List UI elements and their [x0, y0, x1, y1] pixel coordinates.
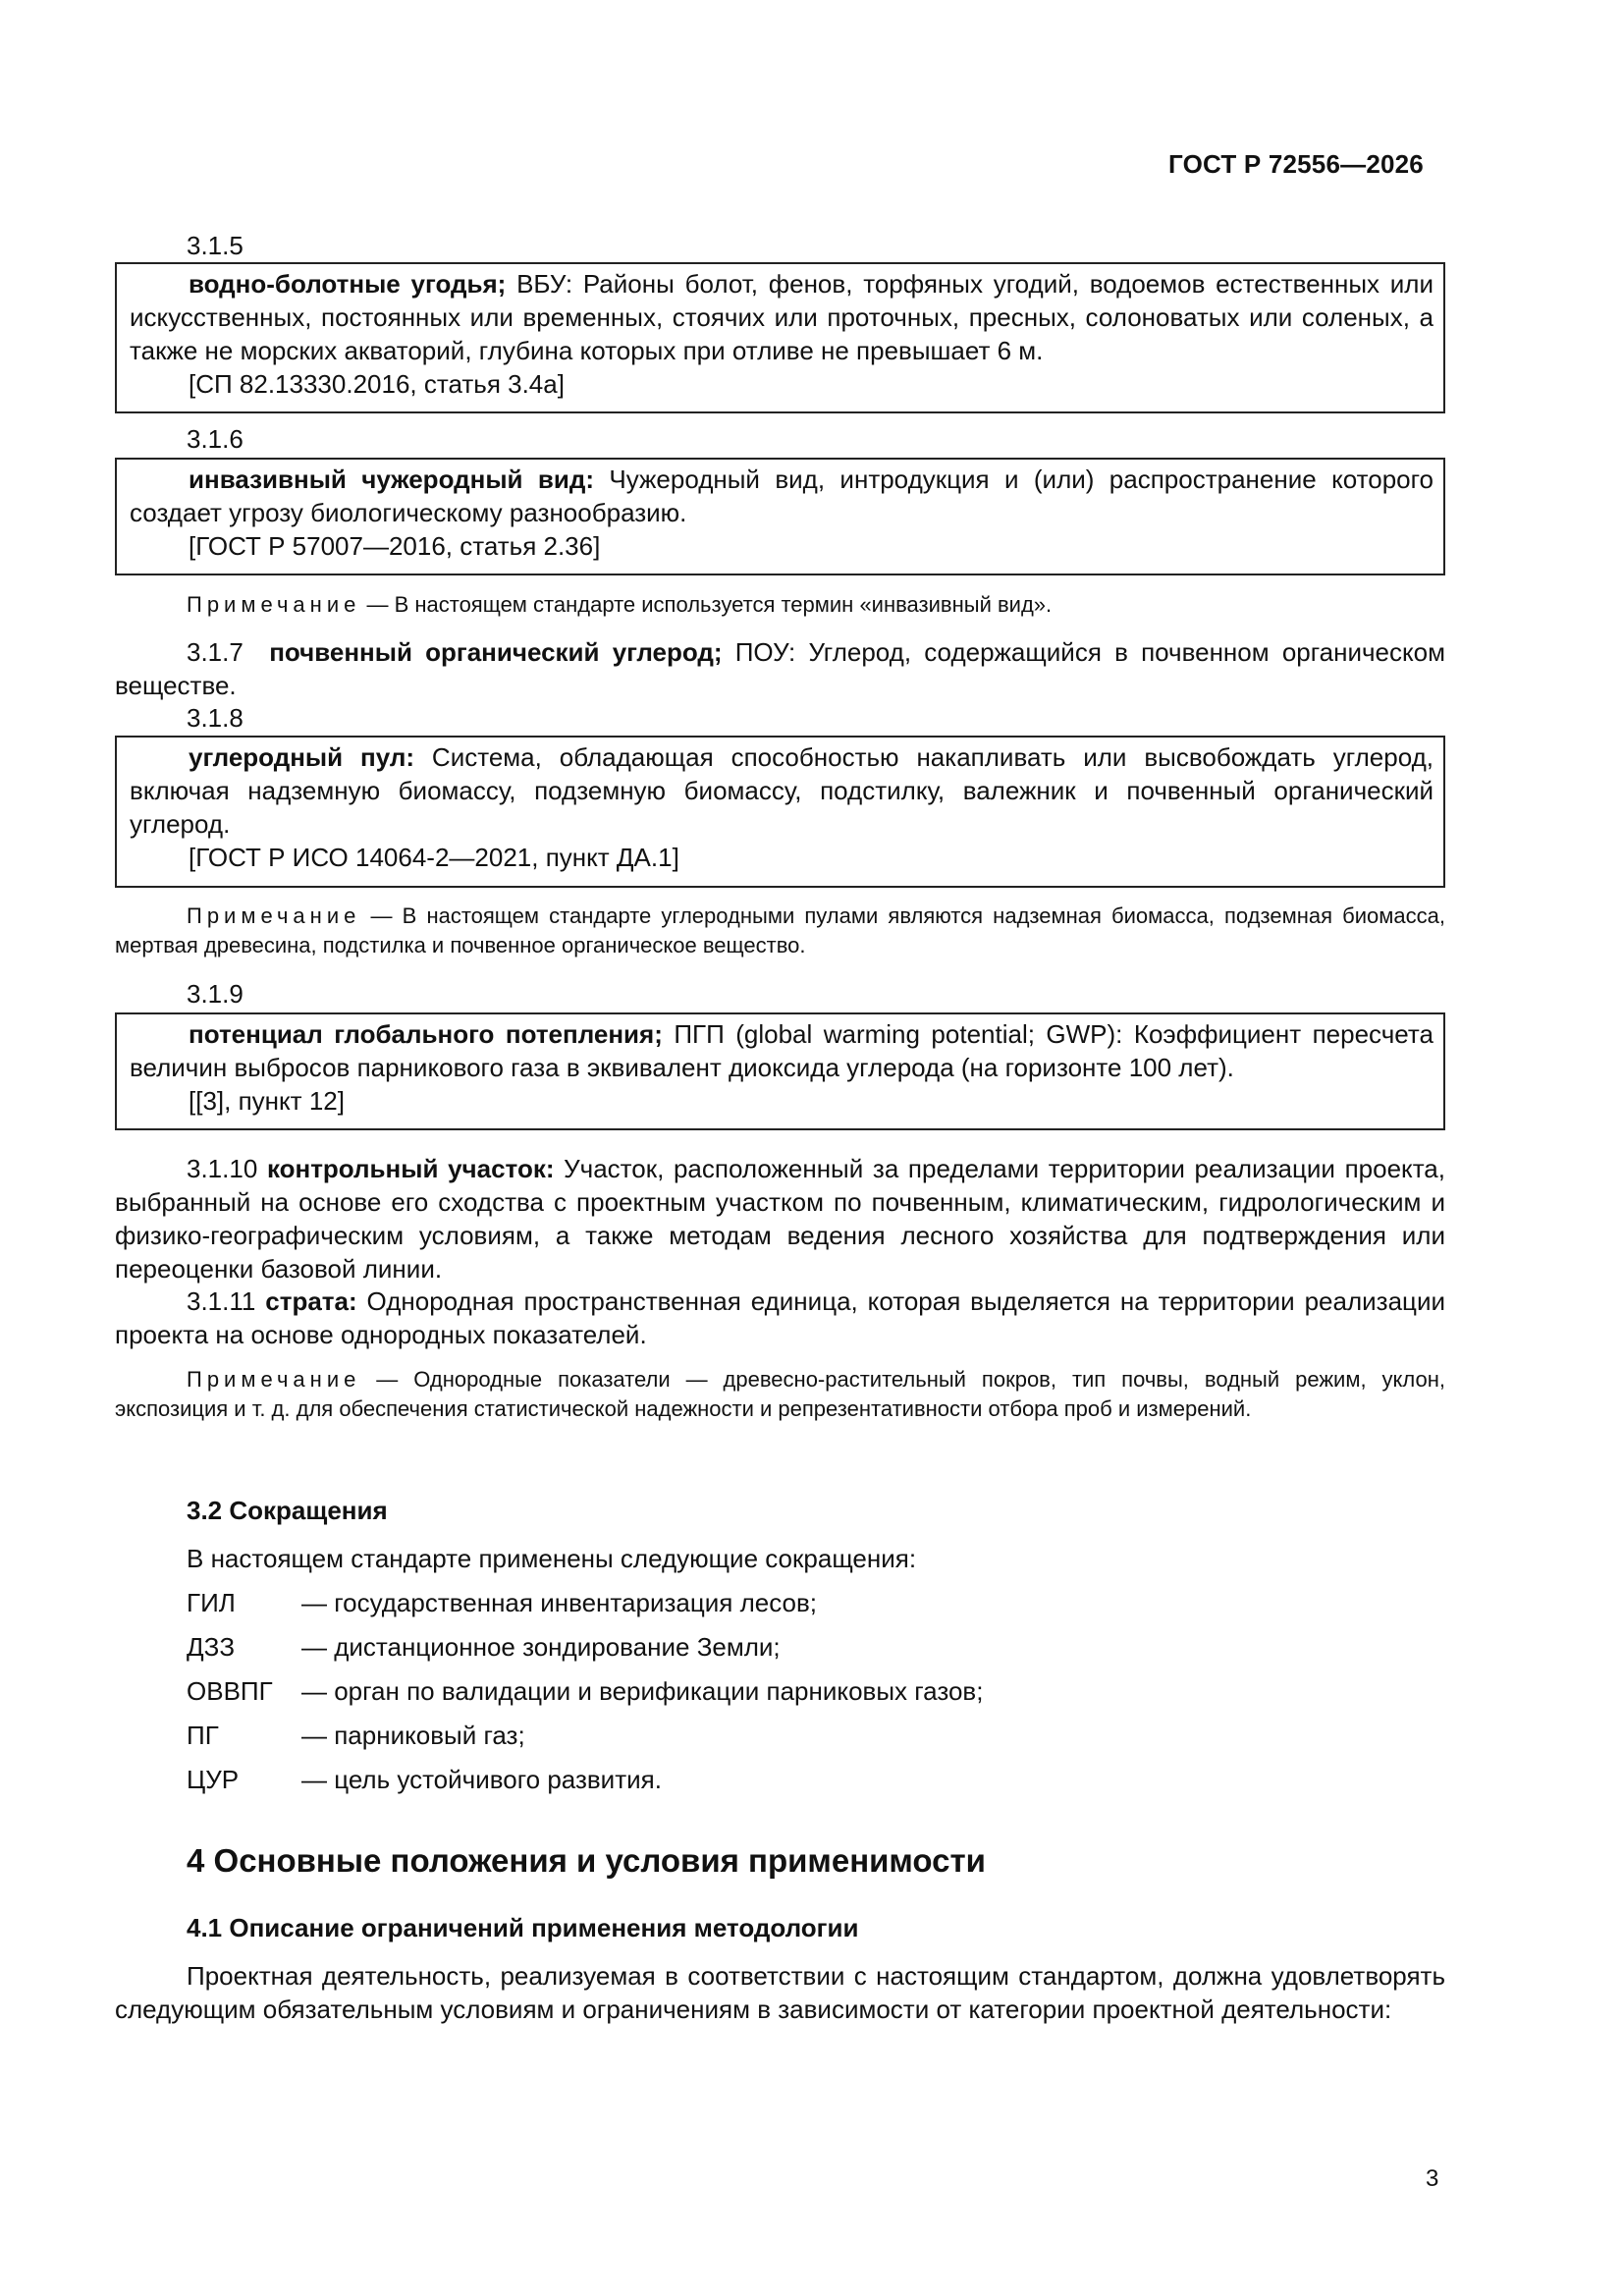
term-number: 3.1.10 [187, 1154, 258, 1183]
term-note [115, 902, 1445, 960]
term-name: страта: [265, 1286, 357, 1316]
term-paragraph [115, 1152, 1445, 1285]
term-source: [[3], пункт 12] [189, 1086, 345, 1116]
abbreviation-code: ГИЛ [187, 1588, 236, 1617]
abbreviation-item [187, 1719, 525, 1752]
note-label: Примечание [187, 903, 361, 928]
term-note [115, 1365, 1445, 1424]
abbreviation-code: ОВВПГ [187, 1676, 273, 1706]
section-heading: 3.2 Сокращения [187, 1496, 388, 1525]
note-label: Примечание [187, 1367, 361, 1392]
term-definition: Чужеродный вид, интродукция и (или) распространение которого создает угрозу биологическому разнообразию. [130, 465, 1434, 527]
abbreviation-code: ЦУР [187, 1765, 240, 1794]
abbreviation-code: ДЗЗ [187, 1632, 236, 1662]
term-box [115, 262, 1445, 413]
section-intro: В настоящем стандарте применены следующие сокращения: [187, 1544, 917, 1573]
abbreviation-meaning: — государственная инвентаризация лесов; [301, 1588, 817, 1617]
term-name: контрольный участок: [266, 1154, 555, 1183]
term-name: инвазивный чужеродный вид: [189, 465, 595, 494]
abbreviation-item [187, 1763, 662, 1796]
abbreviation-meaning: — цель устойчивого развития. [301, 1765, 662, 1794]
note-text: — В настоящем стандарте углеродными пулами являются надземная биомасса, подземная биомасса, мертвая древесина, подстилка и почвенное органическое вещество. [115, 903, 1445, 957]
term-name: потенциал глобального потепления; [189, 1019, 663, 1049]
term-name: углеродный пул: [189, 742, 415, 772]
chapter-heading: 4 Основные положения и условия применимости [187, 1842, 986, 1879]
term-number: 3.1.6 [187, 424, 243, 454]
term-definition: ПОУ: Углерод, содержащийся в почвенном органическом веществе. [115, 637, 1445, 700]
term-source: [ГОСТ Р ИСО 14064-2—2021, пункт ДА.1] [189, 843, 679, 872]
term-definition: Система, обладающая способностью накапливать или высвобождать углерод, включая надземную биомассу, подземную биомассу, подстилку, валежник и почвенный органический углерод. [130, 742, 1434, 839]
abbreviation-meaning: — парниковый газ; [301, 1721, 525, 1750]
term-number: 3.1.11 [187, 1286, 256, 1316]
document-code: ГОСТ Р 72556—2026 [1168, 149, 1424, 179]
abbreviation-meaning: — орган по валидации и верификации парниковых газов; [301, 1676, 984, 1706]
term-box [115, 736, 1445, 888]
term-number: 3.1.7 [187, 637, 243, 667]
term-note [115, 590, 1445, 620]
note-label: Примечание [187, 592, 361, 617]
term-number: 3.1.8 [187, 703, 243, 733]
note-text: — Однородные показатели — древесно-растительный покров, тип почвы, водный режим, уклон, экспозиция и т. д. для обеспечения статистической надежности и репрезентативности отбора проб и измерений. [115, 1367, 1445, 1421]
page-number: 3 [1426, 2165, 1439, 2192]
term-source: [СП 82.13330.2016, статья 3.4а] [189, 369, 565, 399]
term-definition: Однородная пространственная единица, которая выделяется на территории реализации проекта на основе однородных показателей. [115, 1286, 1445, 1349]
abbreviation-meaning: — дистанционное зондирование Земли; [301, 1632, 781, 1662]
term-source: [ГОСТ Р 57007—2016, статья 2.36] [189, 531, 601, 561]
subsection-heading: 4.1 Описание ограничений применения методологии [187, 1913, 859, 1942]
term-definition: ВБУ: Районы болот, фенов, торфяных угодий, водоемов естественных или искусственных, постоянных или временных, стоячих или проточных, пресных, солоноватых или соленых, а также не морских акваторий, глубина которых при отливе не превышает 6 м. [130, 269, 1434, 365]
abbreviation-item [187, 1586, 817, 1619]
term-box [115, 458, 1445, 575]
note-text: — В настоящем стандарте используется термин «инвазивный вид». [360, 592, 1053, 617]
term-name: водно-болотные угодья; [189, 269, 507, 299]
abbreviation-item [187, 1674, 983, 1708]
term-definition: Участок, расположенный за пределами территории реализации проекта, выбранный на основе его сходства с проектным участком по почвенным, климатическим, гидрологическим и физико-географическим условиям, а также методам ведения лесного хозяйства для подтверждения или переоценки базовой линии. [115, 1154, 1445, 1284]
term-number: 3.1.5 [187, 231, 243, 260]
abbreviation-item [187, 1630, 781, 1664]
term-box [115, 1012, 1445, 1130]
body-paragraph: Проектная деятельность, реализуемая в соответствии с настоящим стандартом, должна удовлетворять следующим обязательным условиям и ограничениям в зависимости от категории проектной деятельности: [115, 1961, 1445, 2024]
term-number: 3.1.9 [187, 979, 243, 1009]
term-paragraph [115, 1285, 1445, 1351]
term-definition: ПГП (global warming potential; GWP): Коэффициент пересчета величин выбросов парникового газа в эквивалент диоксида углерода (на горизонте 100 лет). [130, 1019, 1434, 1082]
abbreviation-code: ПГ [187, 1721, 219, 1750]
term-name: почвенный органический углерод; [269, 637, 723, 667]
term-paragraph [115, 635, 1445, 702]
